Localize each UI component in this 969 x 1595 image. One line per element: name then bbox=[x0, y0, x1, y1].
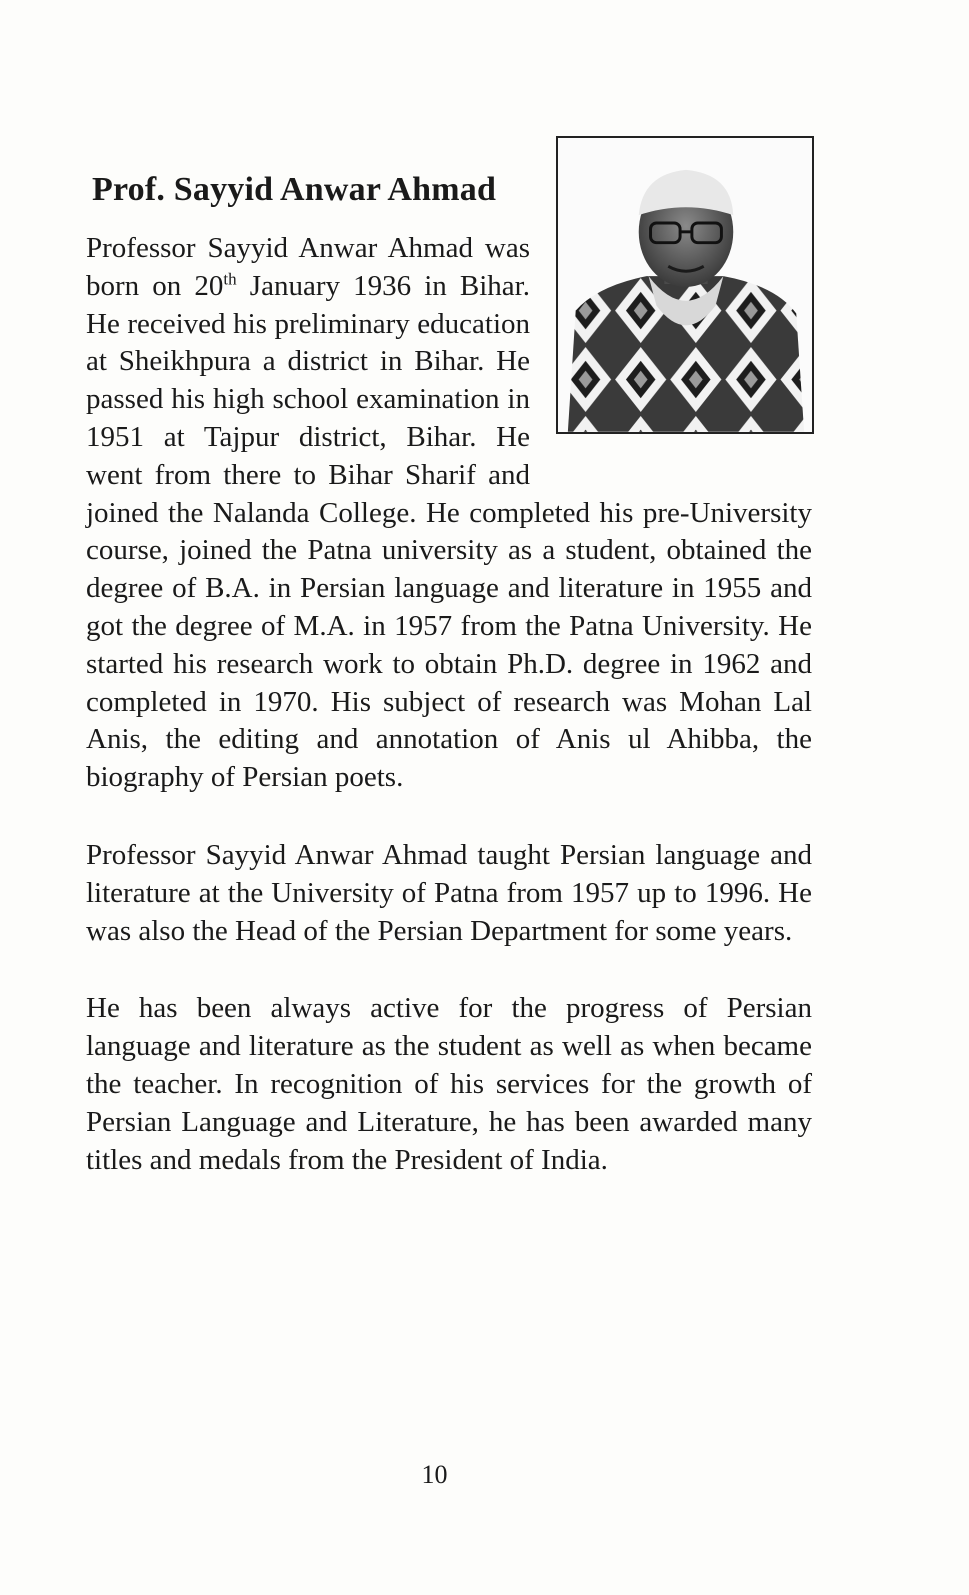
photo-wrap-spacer bbox=[530, 230, 812, 460]
article-title: Prof. Sayyid Anwar Ahmad bbox=[92, 171, 497, 208]
article-body bbox=[86, 160, 812, 1219]
paragraph-recognition: He has been always active for the progress of Persian language and literature as the student as well as when became the teacher. In recognition of his services for the growth of Persian Language and Literature, he has been awarded many titles and medals from the President of India. bbox=[86, 992, 812, 1176]
paragraph-1-start: Professor Sayyid Anwar Ahmad was born on 20 bbox=[86, 232, 530, 302]
paragraph-biography bbox=[86, 230, 812, 797]
paragraph-teaching: Professor Sayyid Anwar Ahmad taught Persian language and literature at the University of Patna from 1957 up to 1996. He was also the Head of the Persian Department for some years. bbox=[86, 838, 812, 947]
ordinal-suffix: th bbox=[223, 269, 237, 289]
paragraph-1-rest: January 1936 in Bihar. He received his preliminary education at Sheikhpura a district in Bihar. He passed his high school examination in 1951 at Tajpur district, Bihar. He went from there to Bihar Sharif and joined the Nalanda College. He completed his pre-University course, joined the Patna university as a student, obtained the degree of B.A. in Persian language and literature in 1955 and got the degree of M.A. in 1957 from the Patna University. He started his research work to obtain Ph.D. degree in 1962 and completed in 1970. His subject of research was Mohan Lal Anis, the editing and annotation of Anis ul Ahibba, the biography of Persian poets. bbox=[86, 269, 812, 794]
page-number: 10 bbox=[421, 1460, 448, 1489]
